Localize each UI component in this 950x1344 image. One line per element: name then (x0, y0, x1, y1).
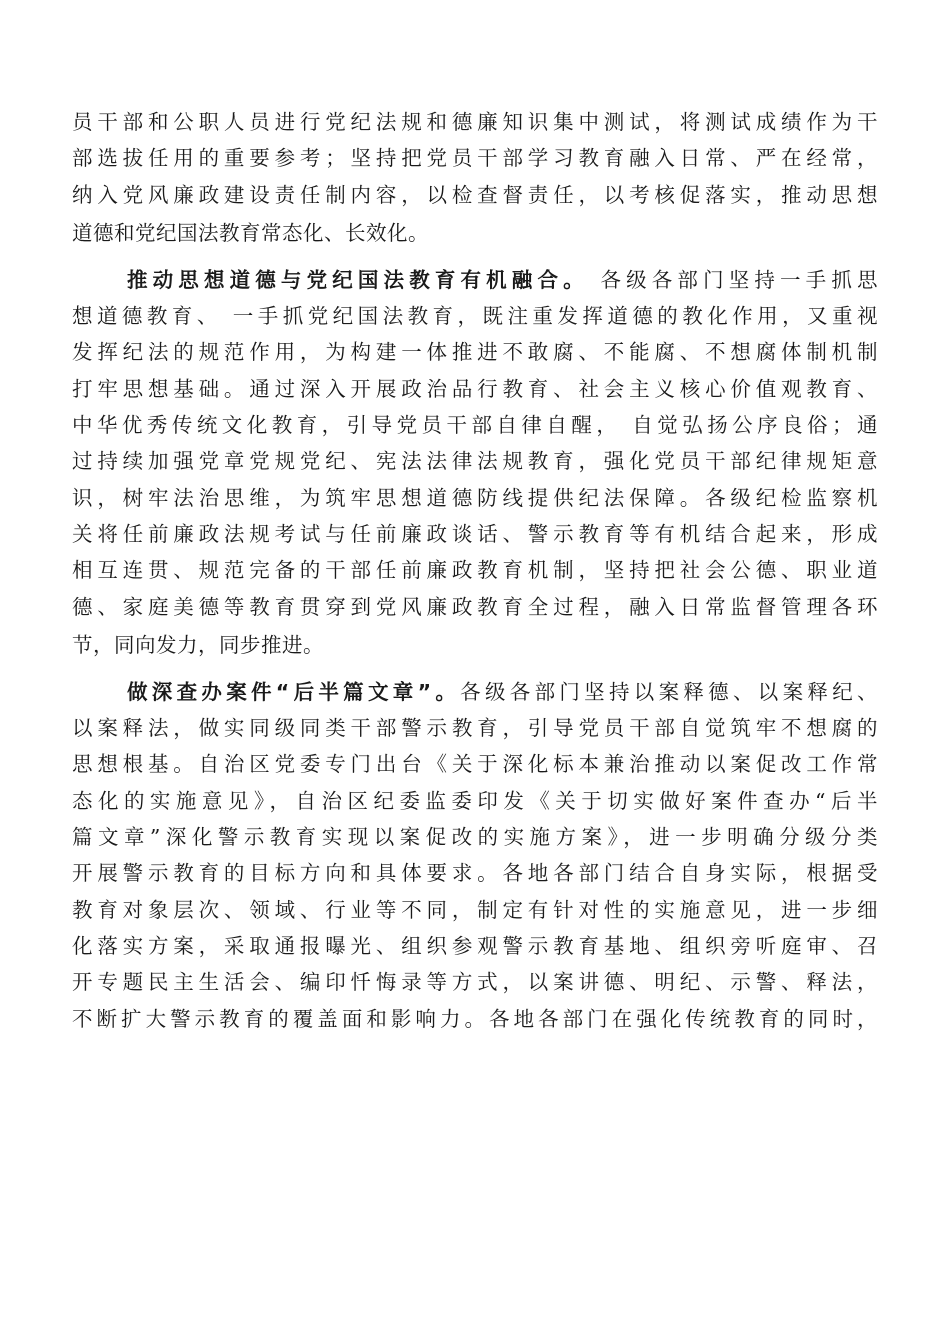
body-text (72, 104, 878, 1037)
text-line: 篇文章”深化警示教育实现以案促改的实施方案》，进一步明确分级分类 (72, 825, 878, 850)
text-line: 开专题民主生活会、编印忏悔录等方式，以案讲德、明纪、示警、释法， (72, 970, 878, 995)
text-line: 态化的实施意见》，自治区纪委监委印发《关于切实做好案件查办“后半 (72, 788, 878, 813)
text-line: 教育对象层次、领域、行业等不同，制定有针对性的实施意见，进一步细 (72, 897, 878, 922)
text-line: 识，树牢法治思维，为筑牢思想道德防线提供纪法保障。各级纪检监察机 (72, 485, 878, 510)
text-line: 中华优秀传统文化教育，引导党员干部自律自醒， 自觉弘扬公序良俗；通 (72, 413, 878, 438)
text-line: 不断扩大警示教育的覆盖面和影响力。各地各部门在强化传统教育的同时， (72, 1006, 878, 1031)
text-line: 部选拔任用的重要参考；坚持把党员干部学习教育融入日常、严在经常， (72, 146, 878, 171)
paragraph-first-line (72, 262, 878, 298)
text-line: 开展警示教育的目标方向和具体要求。各地各部门结合自身实际，根据受 (72, 861, 878, 886)
text-line: 纳入党风廉政建设责任制内容，以检查督责任，以考核促落实，推动思想 (72, 182, 878, 207)
paragraph-first-line (72, 674, 878, 710)
text-line: 思想根基。自治区党委专门出台《关于深化标本兼治推动以案促改工作常 (72, 752, 878, 777)
text-line: 节，同向发力，同步推进。 (72, 632, 324, 657)
paragraph-text: 各级各部门坚持一手抓思 (600, 267, 878, 292)
text-line: 道德和党纪国法教育常态化、长效化。 (72, 220, 429, 245)
paragraph-heading: 做深查办案件“后半篇文章”。 (127, 679, 461, 704)
text-line: 化落实方案，采取通报曝光、组织参观警示教育基地、组织旁听庭审、召 (72, 933, 878, 958)
text-line: 想道德教育、 一手抓党纪国法教育，既注重发挥道德的教化作用，又重视 (72, 304, 878, 329)
text-line: 过持续加强党章党规党纪、宪法法律法规教育，强化党员干部纪律规矩意 (72, 449, 878, 474)
text-line: 以案释法，做实同级同类干部警示教育，引导党员干部自觉筑牢不想腐的 (72, 716, 878, 741)
text-line: 德、家庭美德等教育贯穿到党风廉政教育全过程，融入日常监督管理各环 (72, 594, 878, 619)
text-line: 发挥纪法的规范作用，为构建一体推进不敢腐、不能腐、不想腐体制机制 (72, 340, 878, 365)
text-line: 关将任前廉政法规考试与任前廉政谈话、警示教育等有机结合起来，形成 (72, 521, 878, 546)
paragraph-text: 各级各部门坚持以案释德、以案释纪、 (460, 679, 878, 704)
paragraph-heading: 推动思想道德与党纪国法教育有机融合。 (127, 267, 589, 292)
text-line: 员干部和公职人员进行党纪法规和德廉知识集中测试，将测试成绩作为干 (72, 110, 878, 134)
text-line: 打牢思想基础。通过深入开展政治品行教育、社会主义核心价值观教育、 (72, 376, 878, 401)
text-line: 相互连贯、规范完备的干部任前廉政教育机制，坚持把社会公德、职业道 (72, 558, 878, 583)
